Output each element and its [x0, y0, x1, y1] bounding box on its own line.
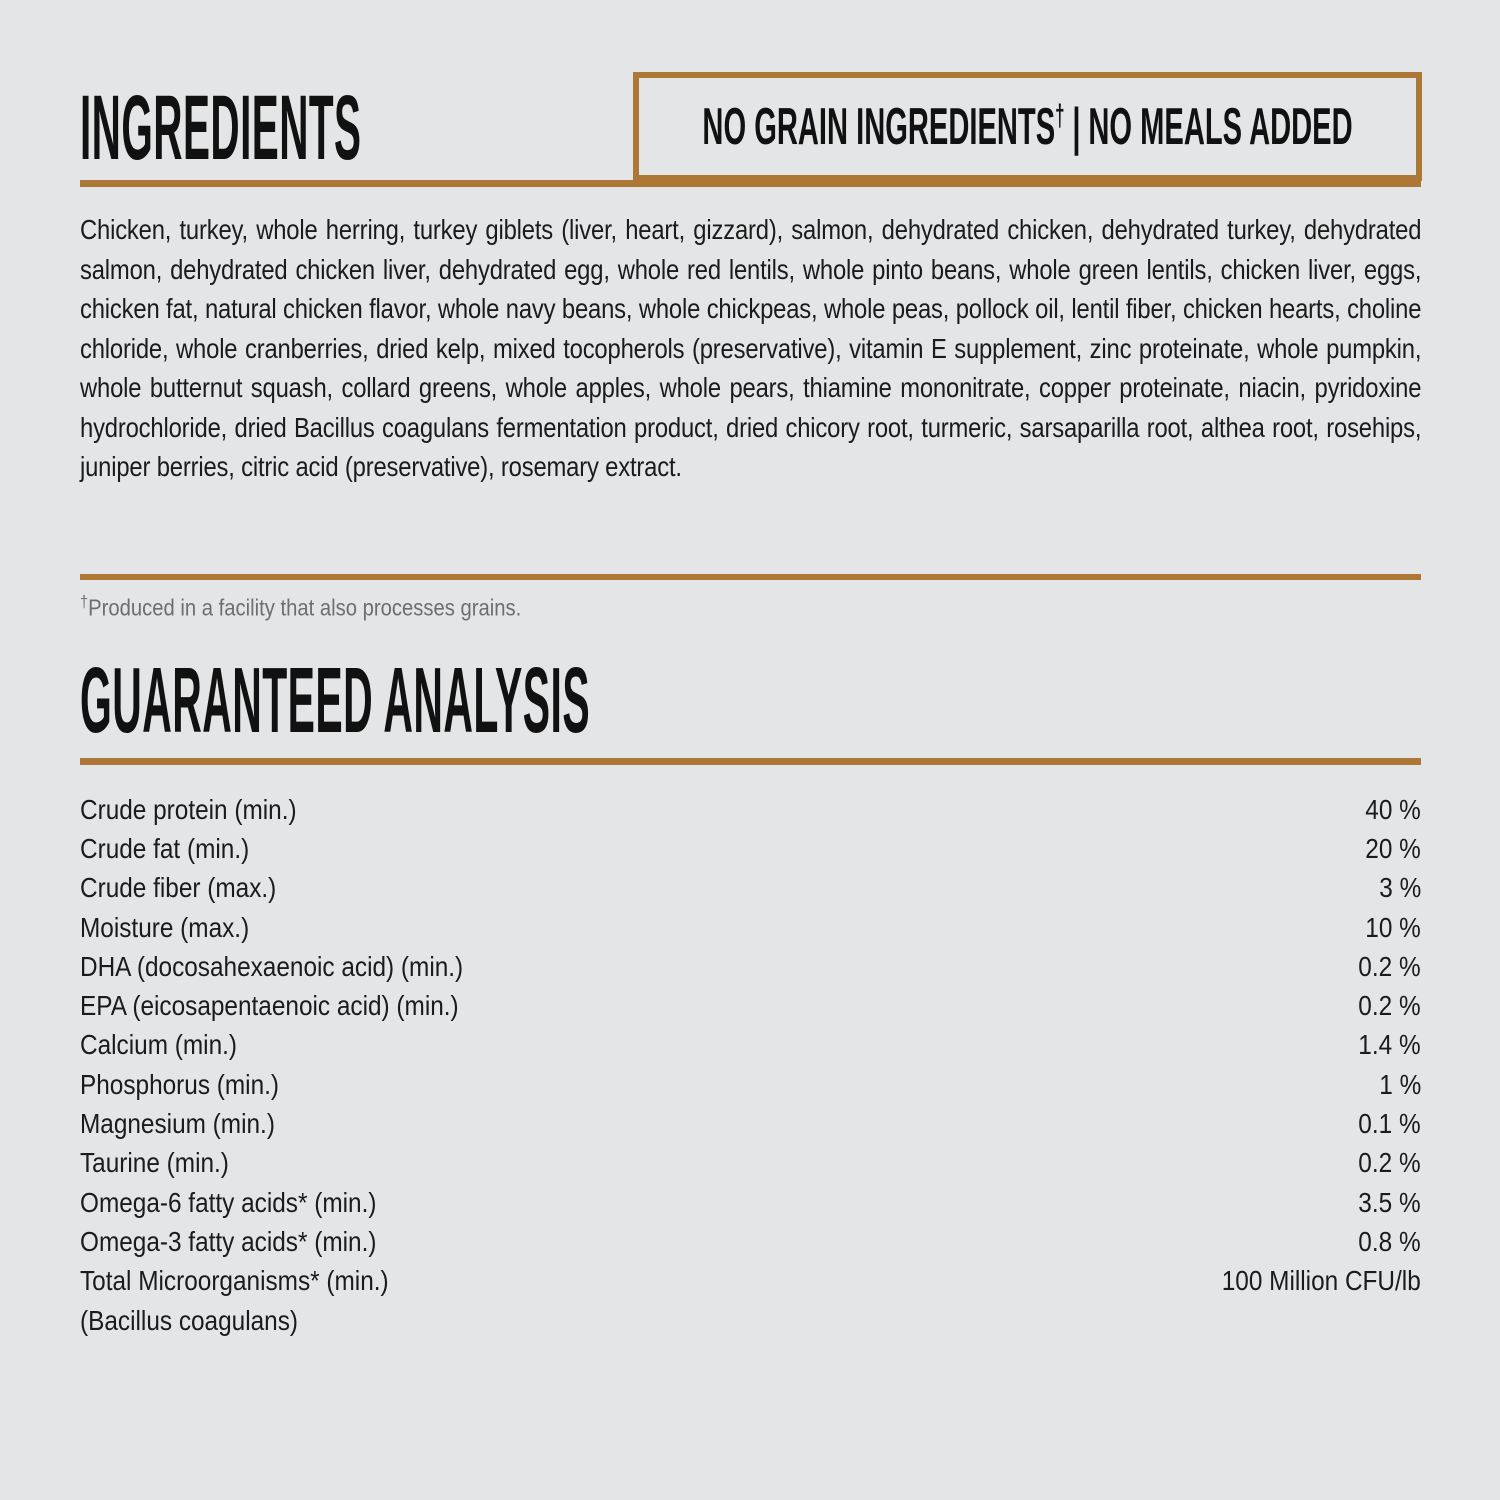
analysis-value: 3.5 %: [1358, 1186, 1421, 1218]
grain-facility-footnote: [80, 592, 521, 622]
table-row: [80, 1222, 1421, 1261]
analysis-label: Crude fiber (max.): [80, 872, 277, 904]
analysis-label: Magnesium (min.): [80, 1108, 275, 1140]
guaranteed-analysis-table: [80, 790, 1421, 1340]
analysis-label: Taurine (min.): [80, 1147, 229, 1179]
analysis-label: Moisture (max.): [80, 911, 250, 943]
table-row: [80, 986, 1421, 1025]
analysis-divider-rule: [80, 758, 1421, 765]
analysis-value: 20 %: [1365, 832, 1421, 864]
analysis-value: 100 Million CFU/lb: [1221, 1265, 1421, 1297]
analysis-value: 40 %: [1365, 793, 1421, 825]
ingredients-heading: INGREDIENTS: [80, 77, 362, 179]
table-row: [80, 1144, 1421, 1183]
dagger-mark: †: [80, 592, 89, 611]
table-row: [80, 869, 1421, 908]
table-row: [80, 1301, 1421, 1340]
analysis-value: 1.4 %: [1358, 1029, 1421, 1061]
analysis-label: Omega-6 fatty acids* (min.): [80, 1186, 377, 1218]
no-grain-badge: [633, 72, 1422, 181]
analysis-value: 0.2 %: [1358, 1147, 1421, 1179]
table-row: [80, 829, 1421, 868]
table-row: [80, 1026, 1421, 1065]
dagger-mark: †: [1055, 99, 1065, 133]
analysis-label: Omega-3 fatty acids* (min.): [80, 1225, 377, 1257]
table-row: [80, 790, 1421, 829]
analysis-value: 10 %: [1365, 911, 1421, 943]
table-row: [80, 908, 1421, 947]
analysis-value: 3 %: [1379, 872, 1421, 904]
no-grain-badge-text: [702, 97, 1352, 157]
analysis-label: Total Microorganisms* (min.): [80, 1265, 389, 1297]
table-row: [80, 1065, 1421, 1104]
analysis-value: 0.8 %: [1358, 1225, 1421, 1257]
table-row: [80, 1183, 1421, 1222]
table-row: [80, 1262, 1421, 1301]
badge-right-text: NO MEALS ADDED: [1088, 97, 1353, 156]
analysis-label: EPA (eicosapentaenoic acid) (min.): [80, 990, 459, 1022]
analysis-value: 0.2 %: [1358, 990, 1421, 1022]
analysis-value: 0.1 %: [1358, 1108, 1421, 1140]
analysis-label: Crude fat (min.): [80, 832, 250, 864]
analysis-label: Calcium (min.): [80, 1029, 238, 1061]
analysis-label: Phosphorus (min.): [80, 1068, 280, 1100]
badge-left-text: NO GRAIN INGREDIENTS: [702, 97, 1056, 156]
analysis-value: 1 %: [1379, 1068, 1421, 1100]
table-row: [80, 947, 1421, 986]
table-row: [80, 1104, 1421, 1143]
footnote-text: Produced in a facility that also processes grains.: [88, 594, 522, 621]
analysis-label: Crude protein (min.): [80, 793, 297, 825]
guaranteed-analysis-heading: GUARANTEED ANALYSIS: [80, 648, 591, 752]
analysis-label: (Bacillus coagulans): [80, 1304, 299, 1336]
analysis-value: 0.2 %: [1358, 950, 1421, 982]
ingredients-paragraph: Chicken, turkey, whole herring, turkey giblets (liver, heart, gizzard), salmon, dehydrated chicken, dehydrated turkey, dehydrated salmon, dehydrated chicken liver, dehydrated egg, whole red lentils, whole pinto beans, whole green lentils, chicken liver, eggs, chicken fat, natural chicken flavor, whole navy beans, whole chickpeas, whole peas, pollock oil, lentil fiber, chicken hearts, choline chloride, whole cranberries, dried kelp, mixed tocopherols (preservative), vitamin E supplement, zinc proteinate, whole pumpkin, whole butternut squash, collard greens, whole apples, whole pears, thiamine mononitrate, copper proteinate, niacin, pyridoxine hydrochloride, dried Bacillus coagulans fermentation product, dried chicory root, turmeric, sarsaparilla root, althea root, rosehips, juniper berries, citric acid (preservative), rosemary extract.: [80, 214, 1422, 482]
footnote-divider-rule: [80, 574, 1421, 580]
ingredients-divider-rule: [80, 180, 1421, 187]
badge-separator: |: [1072, 97, 1081, 156]
analysis-label: DHA (docosahexaenoic acid) (min.): [80, 950, 464, 982]
